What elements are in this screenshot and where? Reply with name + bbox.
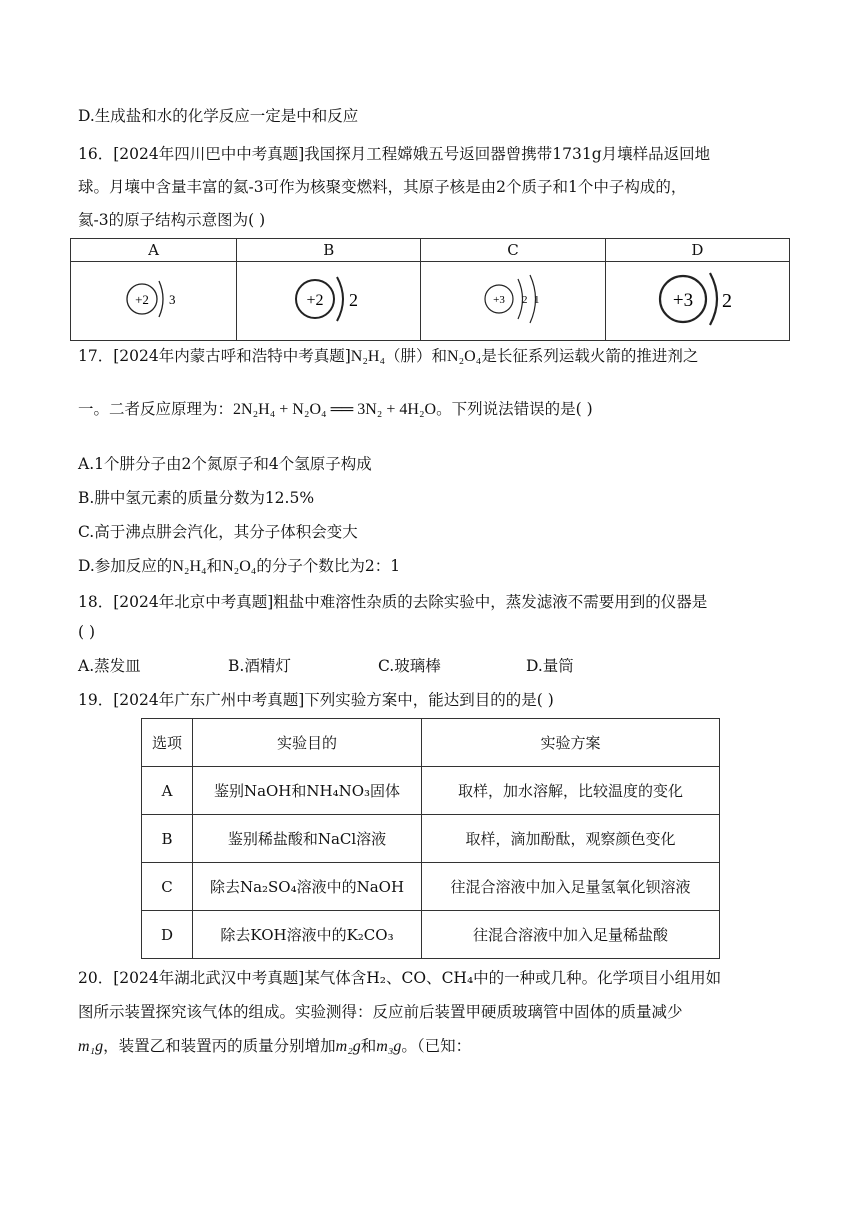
nucleus-charge: +3	[493, 294, 505, 306]
q18-stem-line2: ( )	[78, 623, 96, 641]
nucleus-charge: +2	[306, 292, 324, 309]
q17-option-c: C.高于沸点肼会汽化，其分子体积会变大	[78, 523, 358, 541]
q16-stem-line1: 16．[2024年四川巴中中考真题]我国探月工程嫦娥五号返回器曾携带1731g月壤样品返回地	[78, 145, 711, 163]
q18-option-d: D.量筒	[526, 657, 574, 675]
q17-option-d: D.参加反应的N₂H₄和N₂O₄的分子个数比为2：1	[78, 557, 401, 575]
q16-header-b: B	[237, 239, 421, 262]
q20-line2: 图所示装置探究该气体的组成。实验测得：反应前后装置甲硬质玻璃管中固体的质量减少	[78, 1003, 683, 1021]
q19-header-purpose: 实验目的	[193, 719, 422, 767]
q20-line1: 20．[2024年湖北武汉中考真题]某气体含H₂、CO、CH₄中的一种或几种。化学项目小组用如	[78, 969, 722, 987]
q17-option-b: B.肼中氢元素的质量分数为12.5%	[78, 489, 315, 507]
q18-options	[78, 654, 574, 676]
table-row: A 鉴别NaOH和NH₄NO₃固体 取样，加水溶解，比较温度的变化	[142, 767, 720, 815]
shell-electrons: 2	[722, 290, 733, 312]
shell-electrons: 1	[534, 294, 540, 306]
nucleus-charge: +2	[134, 292, 149, 307]
atom-diagram-b	[279, 266, 379, 332]
q18-option-c: C.玻璃棒	[378, 657, 441, 675]
q15-option-d: D.生成盐和水的化学反应一定是中和反应	[78, 107, 359, 125]
shell-electrons: 2	[522, 294, 528, 306]
nucleus-charge: +3	[673, 290, 694, 311]
atom-diagram-a	[109, 269, 199, 329]
q18-stem-line1: 18．[2024年北京中考真题]粗盐中难溶性杂质的去除实验中，蒸发滤液不需要用到的仪器是	[78, 593, 708, 611]
q17-stem-line1: 17．[2024年内蒙古呼和浩特中考真题]N₂H₄（肼）和N₂O₄是长征系列运载火箭的推进剂之	[78, 347, 699, 365]
table-row: B 鉴别稀盐酸和NaCl溶液 取样，滴加酚酞，观察颜色变化	[142, 815, 720, 863]
reaction-equation: 2N₂H₄ + N₂O₄ ══ 3N₂ + 4H₂O	[233, 401, 437, 418]
q16-header-d: D	[605, 239, 789, 262]
q16-header-c: C	[421, 239, 605, 262]
q19-header-option: 选项	[142, 719, 193, 767]
table-row: C 除去Na₂SO₄溶液中的NaOH 往混合溶液中加入足量氢氧化钡溶液	[142, 863, 720, 911]
shell-electrons: 2	[348, 290, 358, 310]
q19-header-plan: 实验方案	[422, 719, 720, 767]
q18-option-b: B.酒精灯	[228, 657, 291, 675]
table-row: D 除去KOH溶液中的K₂CO₃ 往混合溶液中加入足量稀盐酸	[142, 911, 720, 959]
atom-diagram-c	[463, 266, 563, 332]
q17-option-a: A.1个肼分子由2个氮原子和4个氢原子构成	[78, 455, 372, 473]
atom-diagram-d	[647, 264, 747, 334]
q16-options-table	[70, 238, 790, 341]
q20-line3: m₁g，装置乙和装置丙的质量分别增加m₂g和m₃g。（已知：	[78, 1037, 472, 1055]
shell-electrons: 3	[168, 292, 176, 307]
q16-header-a: A	[71, 239, 237, 262]
q19-stem: 19．[2024年广东广州中考真题]下列实验方案中，能达到目的的是( )	[78, 691, 554, 709]
q19-table	[141, 718, 720, 959]
q18-option-a: A.蒸发皿	[78, 657, 141, 675]
q16-stem-line3: 氦-3的原子结构示意图为( )	[78, 211, 266, 229]
q16-stem-line2: 球。月壤中含量丰富的氦-3可作为核聚变燃料，其原子核是由2个质子和1个中子构成的，	[78, 178, 687, 196]
q17-stem-line2: 一。二者反应原理为：2N₂H₄ + N₂O₄ ══ 3N₂ + 4H₂O。下列说法错误的是( )	[78, 400, 593, 418]
